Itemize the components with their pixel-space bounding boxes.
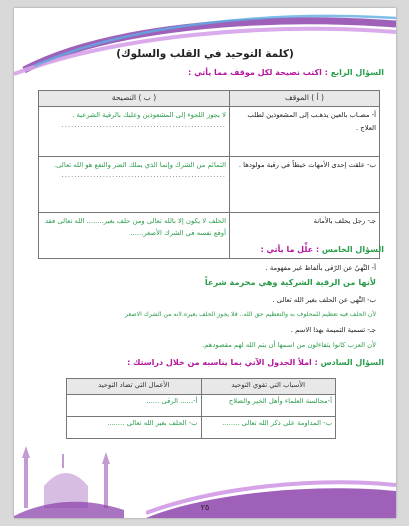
table-row (39, 157, 380, 213)
table-row (67, 417, 336, 439)
table-row (67, 395, 336, 417)
advice-table (38, 90, 380, 259)
advice-table-header (39, 91, 380, 107)
col-contradict: الأعمال التي تضاد التوحيد (67, 379, 202, 395)
question-5-heading: السؤال الخامس (321, 245, 384, 254)
question-5-header (24, 245, 384, 254)
q5-answer-a: لأنها من الرقية الشركية وهي محرمة شرعاً (204, 277, 376, 287)
contradict-cell: ب- الحلف بغير الله تعالى ........ (67, 417, 202, 439)
advice-cell (39, 157, 230, 213)
col-advice: ( ب ) النصيحة (39, 91, 230, 107)
question-5-prompt: : علِّل ما يأتي : (260, 245, 320, 254)
situation-cell: جـ- رجل يحلف بالأمانة (229, 213, 379, 259)
strengthen-cell: أ-مجالسة العلماء وأهل الخير والصلاح (201, 395, 336, 417)
strengthen-cell: ب- المداومة على ذكر الله تعالى ........ (201, 417, 336, 439)
question-6-header (24, 358, 384, 367)
q5-answer-b: لأن الحلف فيه تعظيم للمحلوف به والتعظيم حق الله.. فلا يجوز الحلف بغيره.لانه من الشرك الاصغر (124, 311, 376, 318)
table-row (39, 107, 380, 157)
question-4-header (24, 68, 384, 77)
answer-dots: .................................................... (61, 121, 226, 129)
situation-cell: أ- مصـاب بالعين يذهـب إلى المشعوذين لطلب العلاج . (229, 107, 379, 157)
col-strengthen: الأسباب التي تقوي التوحيد (201, 379, 336, 395)
question-6-prompt: : املأ الجدول الآتي بما يناسبه من خلال دراستك : (127, 358, 318, 367)
question-4-prompt: : اكتب نصيحة لكل موقف مما يأتي : (188, 68, 328, 77)
tawhid-table (66, 378, 336, 439)
tawhid-table-header (67, 379, 336, 395)
contradict-cell: أ-...... الرقى ...... (67, 395, 202, 417)
page-number: ٢٥ (200, 503, 210, 512)
page-title: (كلمة التوحيد في القلب والسلوك) (116, 48, 294, 60)
worksheet-page (14, 8, 396, 518)
q5-answer-c: لأن العرب كانوا يتفاءلون من اسمها أن يتم الله لهم مقصودهم. (202, 341, 376, 349)
q5-item-b: ب- النَّهي عن الحلف بغير الله تعالى . (272, 296, 376, 304)
col-situation: ( أ ) الموقف (229, 91, 379, 107)
advice-text: لا يجوز اللجوء إلى المشعوذين وعليك بالرقية الشرعية . (72, 111, 226, 119)
advice-text: الحلف لا يكون إلا بالله تعالى ومن حلف بغير........ الله تعالى فقد أوقع نفسه في الشرك الأصغر...... (44, 217, 226, 237)
question-6-heading: السؤال السادس (320, 358, 384, 367)
advice-text: التمائم من الشرك وإنما الذي يملك الضر والنفع هو الله تعالى. (53, 161, 226, 169)
question-4-heading: السؤال الرابع (330, 68, 384, 77)
q5-item-a: أ- النَّهيُ عن الرّقى بألفاظ غير مفهومة . (265, 264, 376, 272)
answer-dots: .................................................... (61, 171, 226, 179)
situation-cell: ب- علقت إحدى الأمهات خيطاً في رقبة مولودها . (229, 157, 379, 213)
q5-item-c: جـ- تسمية التميمة بهذا الاسم . (290, 326, 376, 334)
advice-cell (39, 107, 230, 157)
